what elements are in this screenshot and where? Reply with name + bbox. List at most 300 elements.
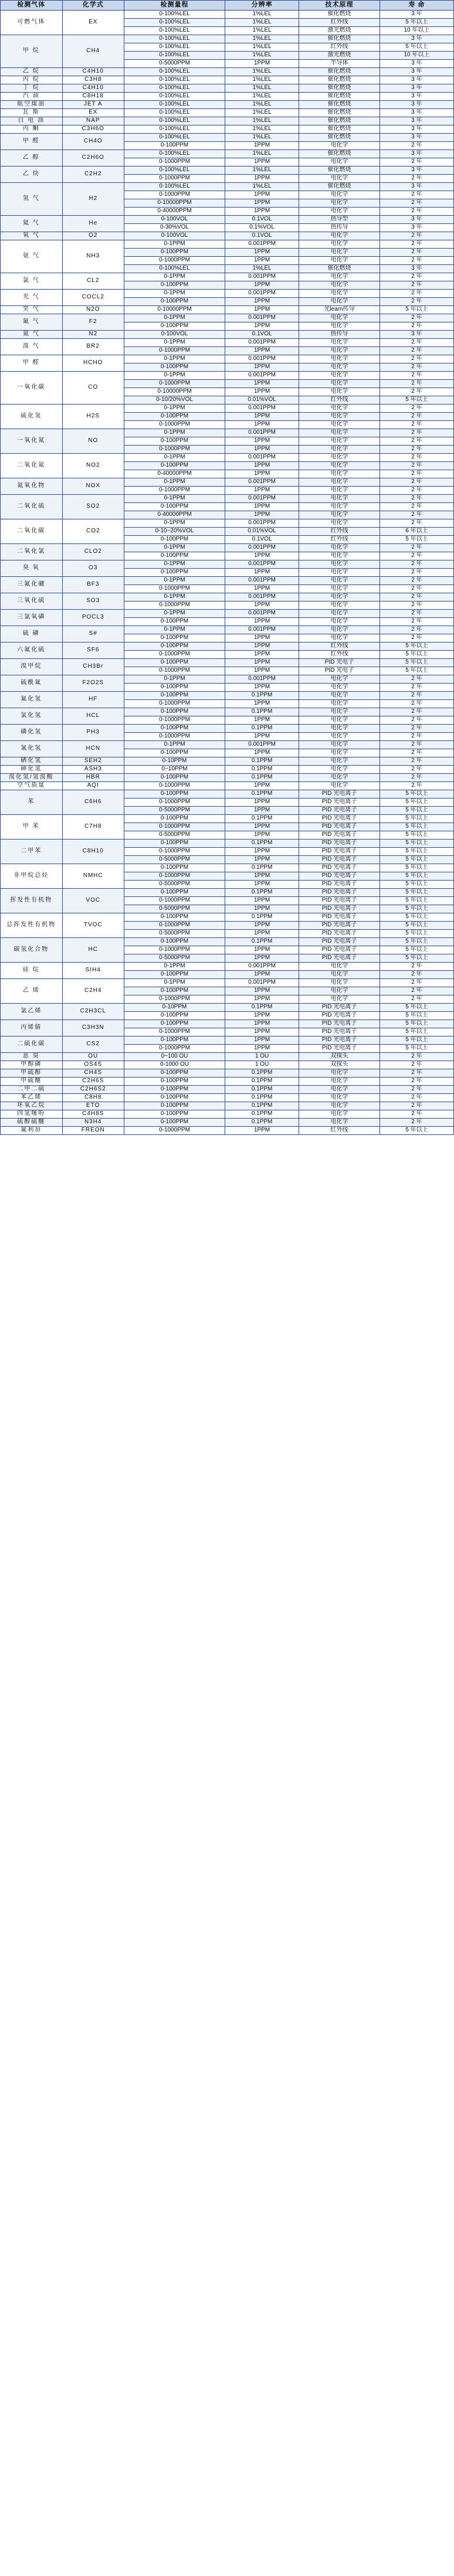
technology-cell: 电化学 <box>299 273 380 281</box>
technology-cell: 电化学 <box>299 1094 380 1102</box>
range-cell: 0-100PPM <box>124 815 225 823</box>
technology-cell: 电化学 <box>299 675 380 684</box>
life-cell: 3 年 <box>380 166 453 175</box>
range-cell: 0-100%LEL <box>124 84 225 93</box>
range-cell: 0-1000PPM <box>124 380 225 388</box>
life-cell: 5 年以上 <box>380 43 453 52</box>
table-row <box>1 1020 454 1028</box>
technology-cell: 电化学 <box>299 725 380 733</box>
life-cell: 2 年 <box>380 487 453 495</box>
technology-cell: 电化学 <box>299 1069 380 1078</box>
resolution-cell: 1PPM <box>225 856 299 864</box>
resolution-cell: 1PPM <box>225 322 299 331</box>
resolution-cell: 0.1VOL <box>225 536 299 544</box>
technology-cell: 红外线 <box>299 396 380 405</box>
technology-cell: 催化燃烧 <box>299 265 380 273</box>
life-cell: 5 年以上 <box>380 856 453 864</box>
resolution-cell: 1PPM <box>225 897 299 905</box>
life-cell: 2 年 <box>380 716 453 725</box>
gas-name-cell: 总挥发性有机物 <box>1 913 63 938</box>
range-cell: 0-100PPM <box>124 971 225 979</box>
table-row <box>1 1069 454 1078</box>
technology-cell: 电化学 <box>299 158 380 166</box>
life-cell: 5 年以上 <box>380 1036 453 1045</box>
life-cell: 2 年 <box>380 232 453 240</box>
technology-cell: 电化学 <box>299 995 380 1004</box>
range-cell: 0-100PPM <box>124 708 225 716</box>
technology-cell: PID 光电离子 <box>299 807 380 815</box>
gas-name-cell: 砷化氢 <box>1 766 63 774</box>
technology-cell: 电化学 <box>299 290 380 298</box>
resolution-cell: 1PPM <box>225 651 299 659</box>
table-row <box>1 979 454 987</box>
gas-name-cell: 磷化氢 <box>1 725 63 741</box>
life-cell: 2 年 <box>380 405 453 413</box>
life-cell: 2 年 <box>380 774 453 782</box>
table-row <box>1 782 454 790</box>
formula-cell: CH3Br <box>62 659 124 675</box>
life-cell: 10 年以上 <box>380 52 453 60</box>
table-row <box>1 741 454 749</box>
range-cell: 0-100%LEL <box>124 125 225 134</box>
resolution-cell: 0.1VOL <box>225 216 299 224</box>
range-cell: 0-10PPM <box>124 757 225 766</box>
technology-cell: 红外线 <box>299 643 380 651</box>
resolution-cell: 0.001PPM <box>225 610 299 618</box>
technology-cell: PID 光电离子 <box>299 954 380 963</box>
gas-name-cell: 二氧化氯 <box>1 544 63 560</box>
technology-cell: 电化学 <box>299 610 380 618</box>
technology-cell: 催化燃烧 <box>299 68 380 76</box>
formula-cell: SEH2 <box>62 757 124 766</box>
technology-cell: 电化学 <box>299 249 380 257</box>
range-cell: 0-1000PPM <box>124 897 225 905</box>
table-row <box>1 35 454 43</box>
life-cell: 2 年 <box>380 733 453 741</box>
technology-cell: 电化学 <box>299 749 380 757</box>
formula-cell: C3H3N <box>62 1020 124 1036</box>
formula-cell: AQI <box>62 782 124 790</box>
resolution-cell: 1PPM <box>225 60 299 68</box>
formula-cell: C4H10 <box>62 68 124 76</box>
life-cell: 2 年 <box>380 273 453 281</box>
life-cell: 5 年以上 <box>380 659 453 667</box>
resolution-cell: 1PPM <box>225 552 299 560</box>
technology-cell: 电化学 <box>299 429 380 437</box>
header-range: 检测量程 <box>124 1 225 11</box>
range-cell: 0-30%VOL <box>124 224 225 232</box>
range-cell: 0-1PPM <box>124 577 225 585</box>
resolution-cell: 0.1PPM <box>225 889 299 897</box>
life-cell: 3 年 <box>380 265 453 273</box>
resolution-cell: 1%LEL <box>225 35 299 43</box>
gas-name-cell: 汽 油 <box>1 93 63 101</box>
technology-cell: 电化学 <box>299 987 380 995</box>
range-cell: 0-100VOL <box>124 216 225 224</box>
resolution-cell: 0.001PPM <box>225 273 299 281</box>
formula-cell: C2H6O <box>62 150 124 166</box>
range-cell: 0-1000PPM <box>124 191 225 199</box>
resolution-cell: 1PPM <box>225 881 299 889</box>
technology-cell: 催化燃烧 <box>299 166 380 175</box>
range-cell: 0-1000PPM <box>124 1127 225 1135</box>
life-cell: 2 年 <box>380 413 453 421</box>
gas-name-cell: 航空煤油 <box>1 101 63 109</box>
range-cell: 0-1PPM <box>124 979 225 987</box>
table-row <box>1 1053 454 1061</box>
gas-name-cell: 硫 磷 <box>1 626 63 643</box>
life-cell: 5 年以上 <box>380 872 453 881</box>
gas-name-cell: 一氧化碳 <box>1 372 63 405</box>
technology-cell: 电化学 <box>299 380 380 388</box>
resolution-cell: 0.1PPM <box>225 790 299 798</box>
life-cell: 2 年 <box>380 199 453 208</box>
resolution-cell: 1PPM <box>225 363 299 372</box>
range-cell: 0-1PPM <box>124 610 225 618</box>
life-cell: 5 年以上 <box>380 922 453 930</box>
formula-cell: EX <box>62 109 124 117</box>
table-row <box>1 68 454 76</box>
life-cell: 2 年 <box>380 610 453 618</box>
resolution-cell: 0.1PPM <box>225 1069 299 1078</box>
formula-cell: BF3 <box>62 577 124 593</box>
resolution-cell: 1PPM <box>225 905 299 913</box>
range-cell: 0-1PPM <box>124 355 225 363</box>
range-cell: 0-100PPM <box>124 1094 225 1102</box>
formula-cell: NOX <box>62 478 124 495</box>
table-row <box>1 355 454 363</box>
life-cell: 6 年以上 <box>380 528 453 536</box>
gas-name-cell: 甲硫醇 <box>1 1069 63 1078</box>
range-cell: 0-100PPM <box>124 536 225 544</box>
technology-cell: 催化燃烧 <box>299 134 380 142</box>
life-cell: 5 年以上 <box>380 306 453 314</box>
range-cell: 0-100PPM <box>124 634 225 643</box>
life-cell: 5 年以上 <box>380 905 453 913</box>
formula-cell: H2S <box>62 405 124 429</box>
technology-cell: 电化学 <box>299 963 380 971</box>
life-cell: 3 年 <box>380 183 453 191</box>
life-cell: 2 年 <box>380 495 453 503</box>
range-cell: 0-100PPM <box>124 1020 225 1028</box>
technology-cell: 电化学 <box>299 503 380 511</box>
technology-cell: PID 光电离子 <box>299 815 380 823</box>
life-cell: 2 年 <box>380 700 453 708</box>
range-cell: 0-10000PPM <box>124 388 225 396</box>
resolution-cell: 0.1PPM <box>225 725 299 733</box>
resolution-cell: 0.001PPM <box>225 560 299 569</box>
resolution-cell: 1PPM <box>225 158 299 166</box>
gas-name-cell: 氟 气 <box>1 314 63 331</box>
technology-cell: 电化学 <box>299 446 380 454</box>
life-cell: 5 年以上 <box>380 864 453 872</box>
technology-cell: 电化学 <box>299 979 380 987</box>
resolution-cell: 0.001PPM <box>225 495 299 503</box>
formula-cell: C7H8 <box>62 815 124 840</box>
technology-cell: 电化学 <box>299 388 380 396</box>
range-cell: 0-100%LEL <box>124 43 225 52</box>
table-row <box>1 889 454 897</box>
formula-cell: C8H18 <box>62 93 124 101</box>
table-row <box>1 495 454 503</box>
resolution-cell: 0.1VOL <box>225 232 299 240</box>
formula-cell: PH3 <box>62 725 124 741</box>
resolution-cell: 1 OU <box>225 1061 299 1069</box>
resolution-cell: 1PPM <box>225 511 299 519</box>
resolution-cell: 1PPM <box>225 462 299 470</box>
range-cell: 0-100PPM <box>124 462 225 470</box>
resolution-cell: 1PPM <box>225 281 299 290</box>
resolution-cell: 0.001PPM <box>225 429 299 437</box>
table-row <box>1 331 454 339</box>
resolution-cell: 1PPM <box>225 306 299 314</box>
technology-cell: 催化燃烧 <box>299 117 380 125</box>
technology-cell: PID 光电离子 <box>299 922 380 930</box>
life-cell: 3 年 <box>380 60 453 68</box>
life-cell: 2 年 <box>380 725 453 733</box>
resolution-cell: 1PPM <box>225 503 299 511</box>
gas-name-cell: 硫醇硫醚 <box>1 1119 63 1127</box>
range-cell: 0-100PPM <box>124 692 225 700</box>
technology-cell: PID 光电离子 <box>299 798 380 807</box>
gas-name-cell: 碳氢化合物 <box>1 938 63 963</box>
resolution-cell: 1%LEL <box>225 11 299 19</box>
gas-name-cell: 硫酰氟 <box>1 675 63 692</box>
formula-cell: OU <box>62 1053 124 1061</box>
table-row <box>1 725 454 733</box>
table-row <box>1 166 454 175</box>
range-cell: 0-1000PPM <box>124 347 225 355</box>
technology-cell: 电化学 <box>299 700 380 708</box>
formula-cell: C2H4 <box>62 979 124 1004</box>
life-cell: 2 年 <box>380 1110 453 1119</box>
table-row <box>1 1061 454 1069</box>
life-cell: 5 年以上 <box>380 938 453 946</box>
resolution-cell: 0.001PPM <box>225 240 299 249</box>
range-cell: 0-1000PPM <box>124 158 225 166</box>
range-cell: 0~10PPM <box>124 766 225 774</box>
resolution-cell: 1PPM <box>225 175 299 183</box>
technology-cell: 电化学 <box>299 347 380 355</box>
life-cell: 5 年以上 <box>380 1028 453 1036</box>
technology-cell: 电化学 <box>299 298 380 306</box>
table-row <box>1 963 454 971</box>
range-cell: 0-100PPM <box>124 1119 225 1127</box>
range-cell: 0-1000PPM <box>124 798 225 807</box>
formula-cell: NO2 <box>62 454 124 478</box>
header-resolution: 分辨率 <box>225 1 299 11</box>
resolution-cell: 0.001PPM <box>225 355 299 363</box>
table-row <box>1 692 454 700</box>
resolution-cell: 1%LEL <box>225 150 299 158</box>
table-row <box>1 864 454 872</box>
technology-cell: 电化学 <box>299 142 380 150</box>
header-formula: 化学式 <box>62 1 124 11</box>
gas-name-cell: 溴甲烷 <box>1 659 63 675</box>
technology-cell: 电化学 <box>299 339 380 347</box>
range-cell: 0-5000PPM <box>124 881 225 889</box>
life-cell: 5 年以上 <box>380 1004 453 1012</box>
gas-name-cell: 氰化氢 <box>1 741 63 757</box>
formula-cell: NMHC <box>62 864 124 889</box>
range-cell: 0-100VOL <box>124 331 225 339</box>
technology-cell: 热传导 <box>299 331 380 339</box>
life-cell: 3 年 <box>380 331 453 339</box>
technology-cell: 电化学 <box>299 733 380 741</box>
life-cell: 5 年以上 <box>380 1020 453 1028</box>
range-cell: 0-100PPM <box>124 1069 225 1078</box>
life-cell: 2 年 <box>380 1053 453 1061</box>
resolution-cell: 1PPM <box>225 995 299 1004</box>
resolution-cell: 0.001PPM <box>225 405 299 413</box>
technology-cell: PID 光电离子 <box>299 1028 380 1036</box>
table-row <box>1 790 454 798</box>
gas-name-cell: 苯乙烯 <box>1 1094 63 1102</box>
gas-name-cell: 甲 烷 <box>1 35 63 68</box>
resolution-cell: 0.1%VOL <box>225 224 299 232</box>
range-cell: 0-100PPM <box>124 864 225 872</box>
technology-cell: PID 光电离子 <box>299 864 380 872</box>
technology-cell: PID 光电离子 <box>299 889 380 897</box>
formula-cell: C8H8 <box>62 1094 124 1102</box>
gas-name-cell: 二硫化碳 <box>1 1036 63 1053</box>
gas-name-cell: 氯 气 <box>1 273 63 290</box>
table-row <box>1 659 454 667</box>
range-cell: 0-100%LEL <box>124 27 225 35</box>
range-cell: 0-10000PPM <box>124 199 225 208</box>
resolution-cell: 0.1PPM <box>225 1119 299 1127</box>
table-row <box>1 314 454 322</box>
range-cell: 0-5000PPM <box>124 807 225 815</box>
formula-cell: O3 <box>62 560 124 577</box>
range-cell: 0-1000PPM <box>124 487 225 495</box>
gas-name-cell: 乙 烯 <box>1 979 63 1004</box>
life-cell: 5 年以上 <box>380 798 453 807</box>
table-row <box>1 1078 454 1086</box>
resolution-cell: 0.1PPM <box>225 1102 299 1110</box>
resolution-cell: 0.001PPM <box>225 544 299 552</box>
life-cell: 2 年 <box>380 560 453 569</box>
range-cell: 0-1PPM <box>124 405 225 413</box>
table-row <box>1 840 454 848</box>
technology-cell: 双探头 <box>299 1053 380 1061</box>
range-cell: 0-10PPM <box>124 1004 225 1012</box>
range-cell: 0-1000PPM <box>124 922 225 930</box>
resolution-cell: 0.1PPM <box>225 864 299 872</box>
life-cell: 2 年 <box>380 158 453 166</box>
resolution-cell: 0.001PPM <box>225 339 299 347</box>
range-cell: 0-1000PPM <box>124 1028 225 1036</box>
range-cell: 0-100PPM <box>124 1086 225 1094</box>
resolution-cell: 0.001PPM <box>225 593 299 601</box>
resolution-cell: 1%LEL <box>225 76 299 84</box>
life-cell: 5 年以上 <box>380 19 453 27</box>
life-cell: 2 年 <box>380 240 453 249</box>
formula-cell: COCL2 <box>62 290 124 306</box>
table-row <box>1 938 454 946</box>
technology-cell: 电化学 <box>299 766 380 774</box>
range-cell: 0-100PPM <box>124 437 225 446</box>
life-cell: 2 年 <box>380 708 453 716</box>
gas-name-cell: 甲 醛 <box>1 134 63 150</box>
table-row <box>1 675 454 684</box>
gas-name-cell: 丙烯腈 <box>1 1020 63 1036</box>
resolution-cell: 1PPM <box>225 831 299 840</box>
technology-cell: 催化燃烧 <box>299 109 380 117</box>
resolution-cell: 1%LEL <box>225 43 299 52</box>
technology-cell: 激光燃烧 <box>299 27 380 35</box>
formula-cell: VOC <box>62 889 124 913</box>
resolution-cell: 0.1PPM <box>225 1078 299 1086</box>
resolution-cell: 1PPM <box>225 807 299 815</box>
life-cell: 2 年 <box>380 363 453 372</box>
table-row <box>1 1119 454 1127</box>
table-row <box>1 232 454 240</box>
technology-cell: 催化燃烧 <box>299 35 380 43</box>
formula-cell: N2 <box>62 331 124 339</box>
resolution-cell: 0.1PPM <box>225 757 299 766</box>
range-cell: 0-1PPM <box>124 339 225 347</box>
life-cell: 2 年 <box>380 446 453 454</box>
resolution-cell: 1%LEL <box>225 265 299 273</box>
technology-cell: 电化学 <box>299 519 380 528</box>
life-cell: 2 年 <box>380 766 453 774</box>
technology-cell: PID 光电离子 <box>299 913 380 922</box>
technology-cell: 催化燃烧 <box>299 76 380 84</box>
technology-cell: PID 光电离子 <box>299 790 380 798</box>
technology-cell: 催化燃烧 <box>299 101 380 109</box>
table-row <box>1 815 454 823</box>
technology-cell: 电化学 <box>299 774 380 782</box>
range-cell: 0~100 OU <box>124 1053 225 1061</box>
formula-cell: SF6 <box>62 643 124 659</box>
gas-name-cell: 一氧化氮 <box>1 429 63 454</box>
table-row <box>1 1102 454 1110</box>
technology-cell: 电化学 <box>299 634 380 643</box>
resolution-cell: 1PPM <box>225 199 299 208</box>
resolution-cell: 1PPM <box>225 347 299 355</box>
life-cell: 3 年 <box>380 224 453 232</box>
formula-cell: S# <box>62 626 124 643</box>
table-row <box>1 766 454 774</box>
range-cell: 0-100%LEL <box>124 183 225 191</box>
resolution-cell: 1PPM <box>225 930 299 938</box>
life-cell: 3 年 <box>380 109 453 117</box>
technology-cell: PID 光电离子 <box>299 1020 380 1028</box>
technology-cell: 热传导 <box>299 224 380 232</box>
formula-cell: CH4 <box>62 35 124 68</box>
table-row <box>1 1094 454 1102</box>
gas-name-cell: 白 电 油 <box>1 117 63 125</box>
resolution-cell: 0.1PPM <box>225 692 299 700</box>
life-cell: 2 年 <box>380 290 453 298</box>
resolution-cell: 1PPM <box>225 733 299 741</box>
range-cell: 0-1000PPM <box>124 848 225 856</box>
formula-cell: N2O <box>62 306 124 314</box>
header-gas-name: 检测气体 <box>1 1 63 11</box>
gas-name-cell: 三氟化硼 <box>1 577 63 593</box>
gas-name-cell: 硫化氢 <box>1 405 63 429</box>
technology-cell: PID 光电离子 <box>299 856 380 864</box>
life-cell: 2 年 <box>380 995 453 1004</box>
table-row <box>1 290 454 298</box>
range-cell: 0-1000PPM <box>124 782 225 790</box>
resolution-cell: 1PPM <box>225 823 299 831</box>
resolution-cell: 1%LEL <box>225 183 299 191</box>
range-cell: 0-100PPM <box>124 363 225 372</box>
resolution-cell: 1%LEL <box>225 52 299 60</box>
technology-cell: 催化燃烧 <box>299 84 380 93</box>
